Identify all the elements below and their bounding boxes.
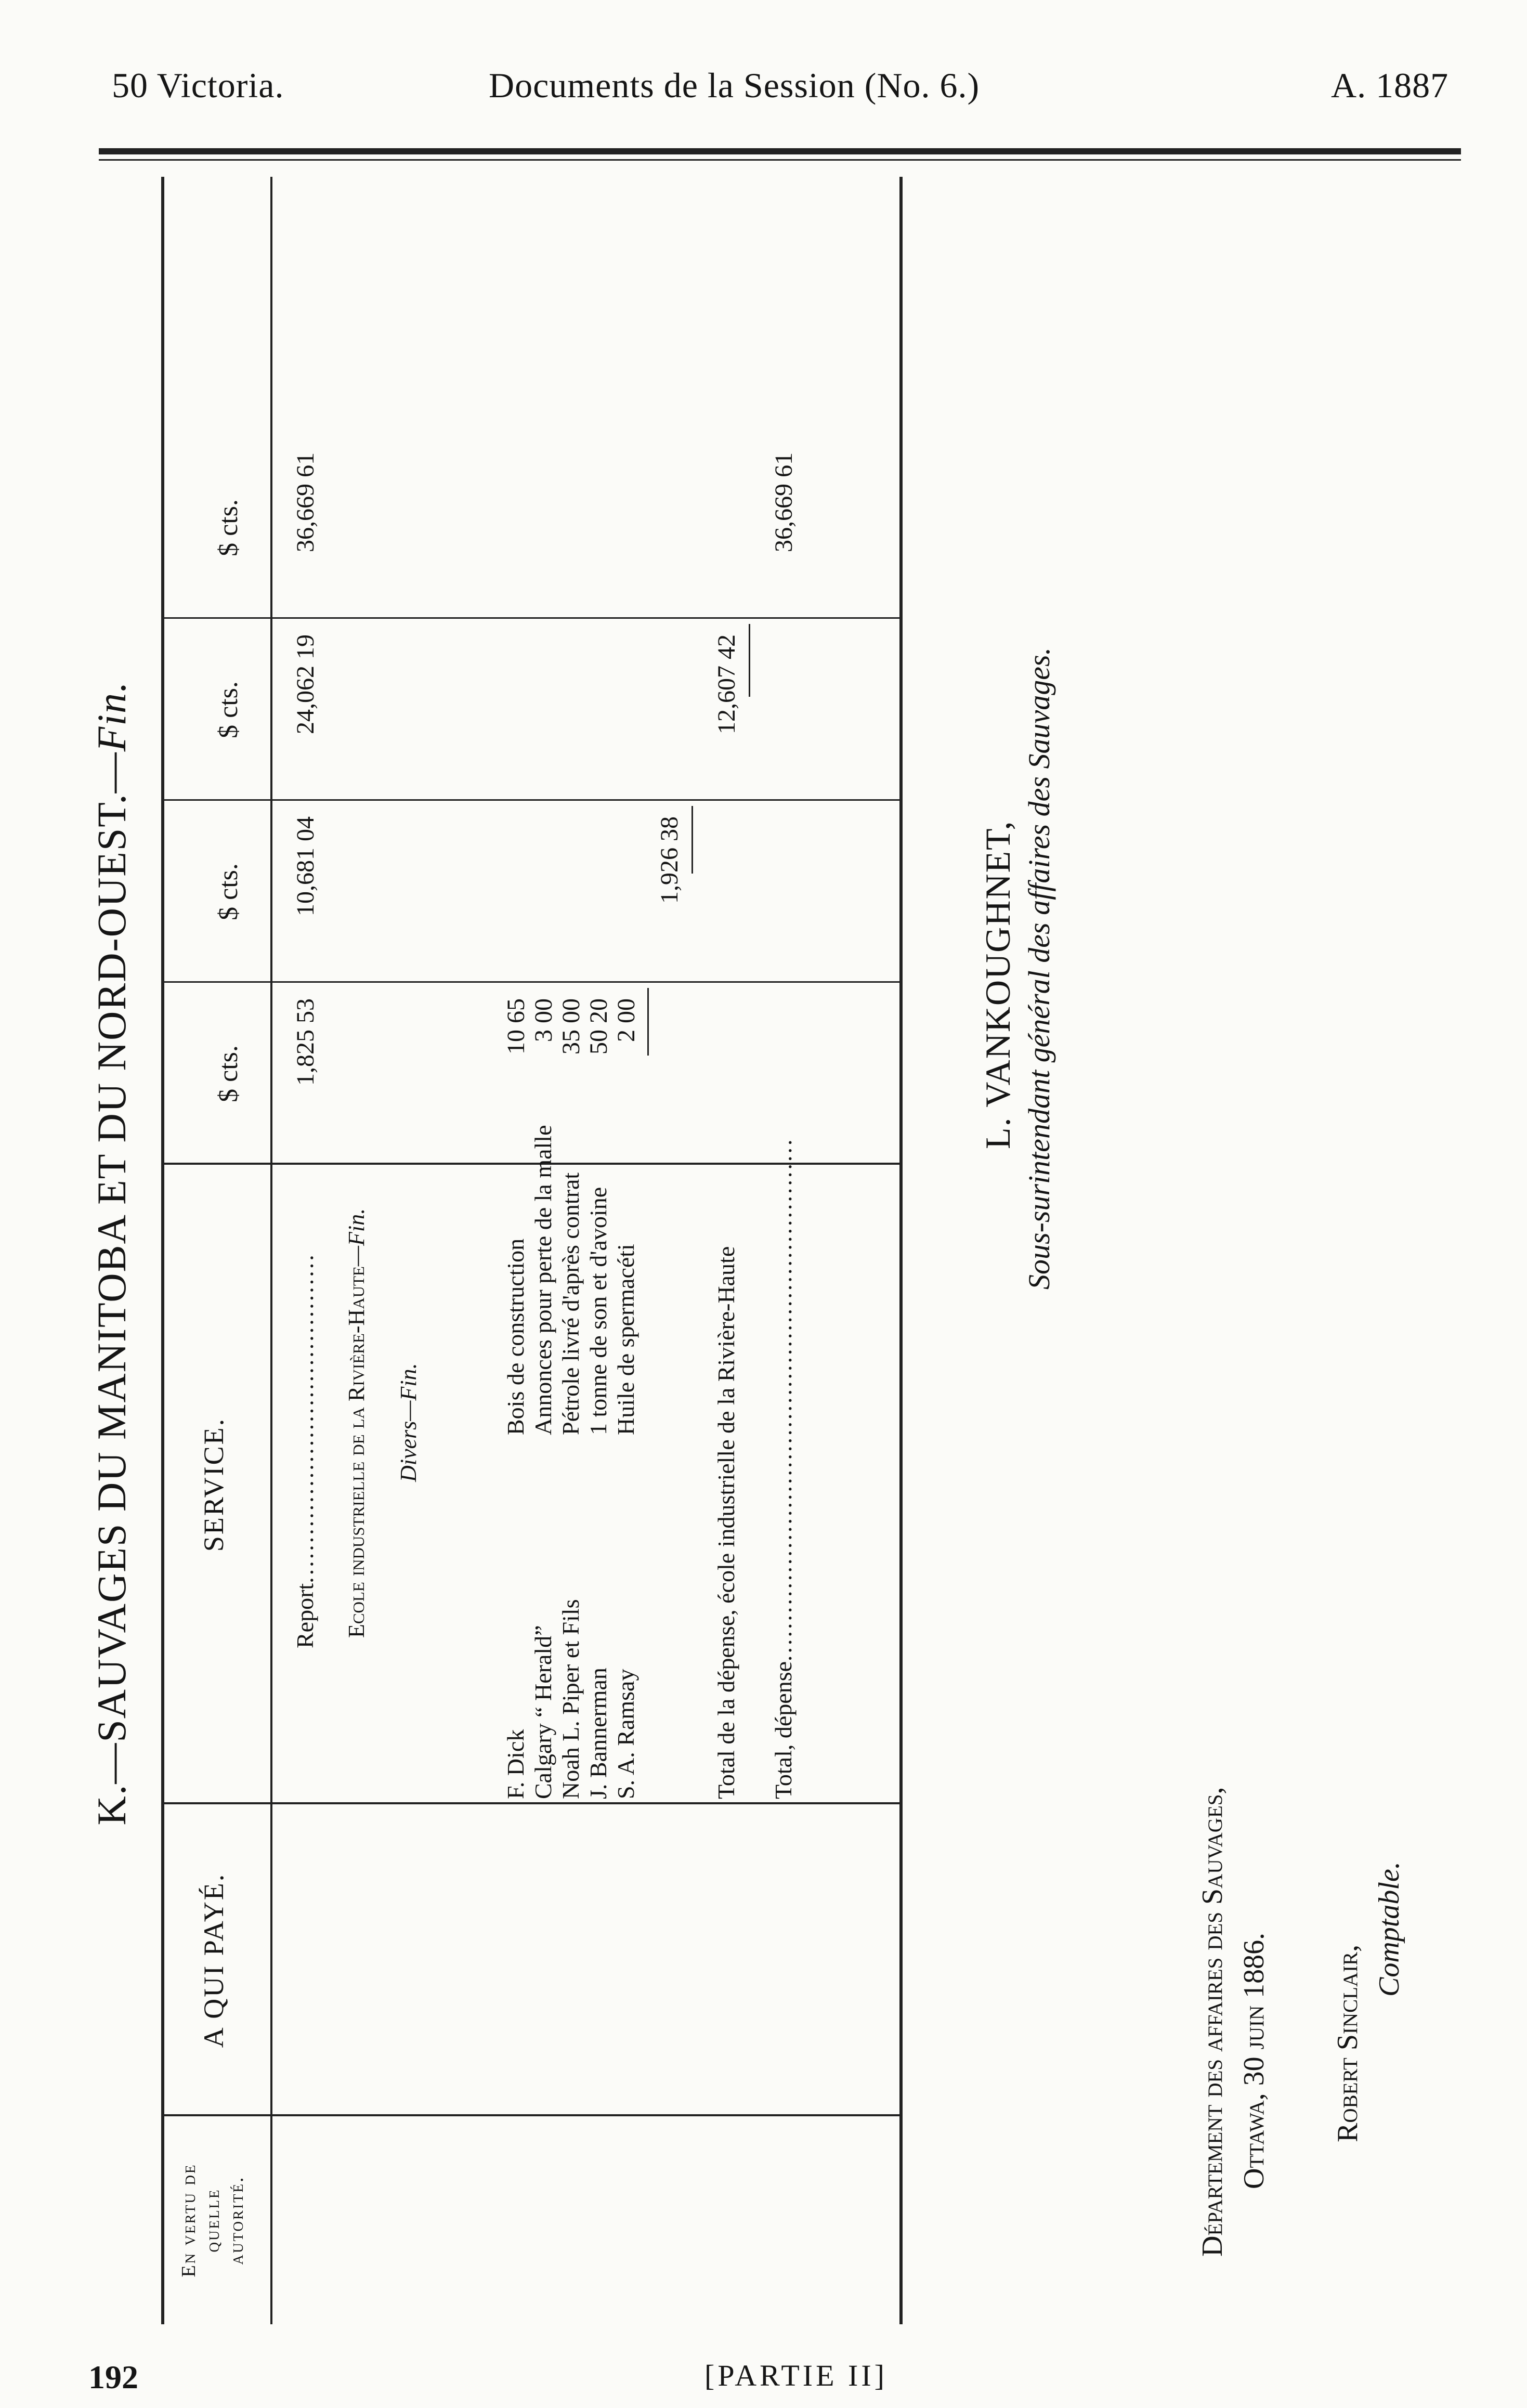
header-session-year: 50 Victoria. [112, 66, 284, 105]
total-school-label: Total de la dépense, école industrielle de la Rivière-Haute [713, 1246, 739, 1799]
row-5-service: Huile de spermacéti [612, 1244, 639, 1435]
row-4-payee: J. Bannerman [585, 1668, 611, 1799]
row-3-service: Pétrole livré d'après contrat [557, 1172, 584, 1435]
signatory-name: L. VANKOUGHNET, [978, 820, 1017, 1149]
column-header-amount-1: $ cts. [214, 1045, 243, 1102]
total-label: Total, dépense................................................................. [770, 1137, 797, 1799]
place-date-line: Ottawa, 30 juin 1886. [1238, 1932, 1270, 2189]
signatory-title: Sous-surintendant général des affaires des Sauvages. [1022, 647, 1056, 1290]
rotated-table-page [78, 177, 1456, 2329]
row-2-service: Annonces pour perte de la malle [530, 1125, 556, 1435]
report-amount-2: 10,681 04 [292, 816, 319, 916]
row-4-amount: 50 20 [585, 998, 612, 1055]
total-school-underline [749, 624, 750, 697]
page-number: 192 [88, 2359, 138, 2396]
department-line: Département des affaires des Sauvages, [1196, 1787, 1229, 2257]
subtotal-rule [647, 988, 649, 1056]
column-header-authority [177, 2116, 249, 2324]
table-title [88, 177, 135, 2329]
row-4-service: 1 tonne de son et d'avoine [585, 1187, 611, 1435]
row-5-amount: 2 00 [612, 998, 640, 1042]
row-1-amount: 10 65 [502, 998, 530, 1055]
table-top-border [161, 177, 164, 2324]
table-header-separator [270, 177, 272, 2324]
column-header-amount-2: $ cts. [214, 863, 243, 920]
authority-header-line1: En vertu de [178, 2163, 200, 2277]
divider-amount-col3 [161, 799, 899, 801]
total-school-amount: 12,607 42 [713, 634, 740, 734]
expense-table [161, 177, 941, 2324]
subtotal-amount: 1,926 38 [656, 816, 683, 904]
table-title-main: K.—SAUVAGES DU MANITOBA ET DU NORD-OUEST.— [89, 751, 134, 1826]
header-document-title: Documents de la Session (No. 6.) [489, 66, 980, 105]
row-3-payee: Noah L. Piper et Fils [557, 1599, 584, 1799]
report-amount-3: 24,062 19 [292, 634, 319, 734]
column-header-amount-3: $ cts. [214, 681, 243, 738]
accountant-title: Comptable. [1373, 1862, 1405, 1997]
column-header-service: SERVICE. [198, 1417, 229, 1552]
subtotal-underline [691, 806, 693, 874]
header-rule-thin [99, 159, 1461, 161]
accountant-name: Robert Sinclair, [1332, 1944, 1364, 2142]
divider-payee-service [161, 1802, 899, 1804]
authority-header-line2: quelle [202, 2188, 224, 2253]
total-amount: 36,669 61 [770, 452, 798, 552]
row-5-payee: S. A. Ramsay [612, 1669, 639, 1799]
section-heading: Ecole industrielle de la Rivière-Haute—Fin. [344, 1208, 369, 1638]
report-label: Report......................................... [292, 1253, 318, 1648]
section-subheading: Divers—Fin. [396, 1363, 421, 1482]
header-rule-thick [99, 148, 1461, 154]
row-1-payee: F. Dick [502, 1729, 529, 1799]
table-title-suffix: Fin. [89, 681, 134, 752]
report-amount-1: 1,825 53 [292, 998, 319, 1086]
row-2-payee: Calgary “ Herald” [530, 1625, 556, 1799]
divider-amount-col2 [161, 981, 899, 983]
row-2-amount: 3 00 [530, 998, 557, 1042]
table-bottom-border [899, 177, 903, 2324]
header-year: A. 1887 [1331, 66, 1449, 105]
column-header-amount-4: $ cts. [214, 499, 243, 556]
divider-authority-payee [161, 2114, 899, 2116]
row-3-amount: 35 00 [557, 998, 585, 1055]
column-header-payee: A QUI PAYÉ. [198, 1872, 229, 2048]
report-amount-4: 36,669 61 [292, 452, 319, 552]
row-1-service: Bois de construction [502, 1238, 529, 1435]
authority-header-line3: autorité. [226, 2176, 247, 2265]
part-label: [PARTIE II] [704, 2359, 888, 2392]
